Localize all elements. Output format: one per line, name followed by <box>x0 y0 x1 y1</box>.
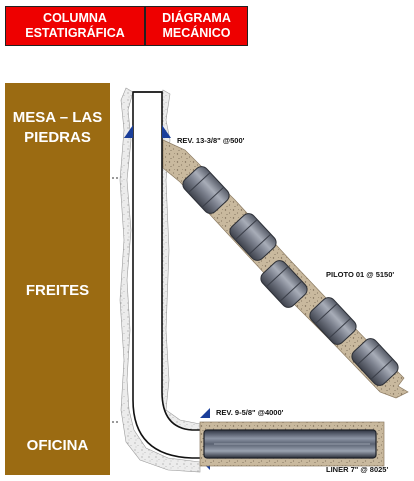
header-column-line2: ESTATIGRÁFICA <box>25 26 125 40</box>
label-liner-7: LINER 7" @ 8025' <box>326 465 389 474</box>
label-rev-13-3-8: REV. 13-3/8" @500' <box>177 136 245 145</box>
formation-freites-label: FREITES <box>25 282 90 299</box>
label-rev-9-5-8: REV. 9-5/8" @4000' <box>216 408 284 417</box>
formation-boundaries <box>112 178 120 422</box>
formation-mesa-line2: PIEDRAS <box>24 129 91 146</box>
formation-oficina-label: OFICINA <box>26 437 89 454</box>
label-piloto-01: PILOTO 01 @ 5150' <box>326 270 395 279</box>
header-mechanical-line1: DIÁGRAMA <box>162 11 231 25</box>
header-mechanical-line2: MECÁNICO <box>162 26 231 40</box>
casing-shoe-9-5-8-top <box>200 408 210 418</box>
formation-mesa-line1: MESA – LAS <box>12 109 103 126</box>
header-column-line1: COLUMNA <box>43 11 107 25</box>
